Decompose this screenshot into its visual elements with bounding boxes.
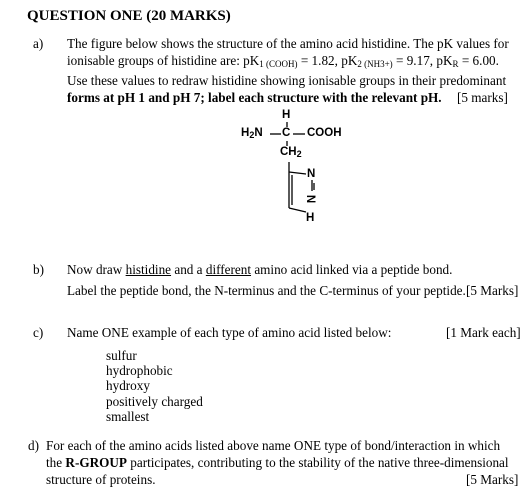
structure-ring-n-lower: N bbox=[304, 194, 317, 204]
part-d-label: d) bbox=[28, 438, 39, 453]
structure-carboxyl-group: COOH bbox=[307, 127, 342, 139]
question-title: QUESTION ONE (20 MARKS) bbox=[27, 8, 231, 24]
part-a-marks: [5 marks] bbox=[457, 90, 508, 105]
part-a-line-1: The figure below shows the structure of the amino acid histidine. The pK values for bbox=[67, 36, 509, 51]
part-b-label: b) bbox=[33, 262, 44, 277]
part-d-line-1: For each of the amino acids listed above name ONE type of bond/interaction in which bbox=[46, 438, 501, 453]
amino-acid-type-list bbox=[106, 348, 203, 424]
part-d-line-2: the R-GROUP participates, contributing to the stability of the native three-dimensional bbox=[46, 455, 509, 470]
part-a-line-4: forms at pH 1 and pH 7; label each structure with the relevant pH. bbox=[67, 90, 442, 105]
histidine-structure bbox=[230, 110, 360, 235]
list-item-smallest: smallest bbox=[106, 408, 150, 424]
part-d-marks: [5 Marks] bbox=[466, 472, 519, 487]
part-b-marks: [5 Marks] bbox=[466, 283, 519, 298]
list-item-hydroxy: hydroxy bbox=[106, 378, 150, 394]
list-item-hydrophobic: hydrophobic bbox=[106, 363, 173, 379]
list-item-positively-charged: positively charged bbox=[106, 393, 203, 409]
part-c-marks: [1 Mark each] bbox=[446, 325, 521, 340]
structure-ring-n-upper: N bbox=[307, 168, 316, 180]
part-b-line-2: Label the peptide bond, the N-terminus and the C-terminus of your peptide. bbox=[67, 283, 466, 298]
structure-amino-group: $H_2N$ bbox=[241, 127, 263, 140]
part-a-label: a) bbox=[33, 36, 44, 51]
part-b-line-1: Now draw histidine and a different amino acid linked via a peptide bond. bbox=[67, 262, 453, 277]
part-a-line-2: ionisable groups of histidine are: $pK_{1 (COOH)} = 1.82$, $pK_{2 (NH3+)} = 9.17$, $pK_R = 6.00$. bbox=[67, 53, 499, 69]
part-d-line-3: structure of proteins. bbox=[46, 472, 156, 487]
part-a-line-3: Use these values to redraw histidine showing ionisable groups in their predominant bbox=[67, 73, 507, 88]
part-c-line-1: Name ONE example of each type of amino acid listed below: bbox=[67, 325, 392, 340]
structure-h-top: H bbox=[282, 109, 291, 121]
structure-h-bottom: H bbox=[306, 212, 315, 224]
part-c-label: c) bbox=[33, 325, 44, 340]
list-item-sulfur: sulfur bbox=[106, 348, 137, 363]
structure-ch2: $CH_2$ bbox=[280, 146, 302, 159]
structure-alpha-carbon: C bbox=[282, 127, 291, 139]
